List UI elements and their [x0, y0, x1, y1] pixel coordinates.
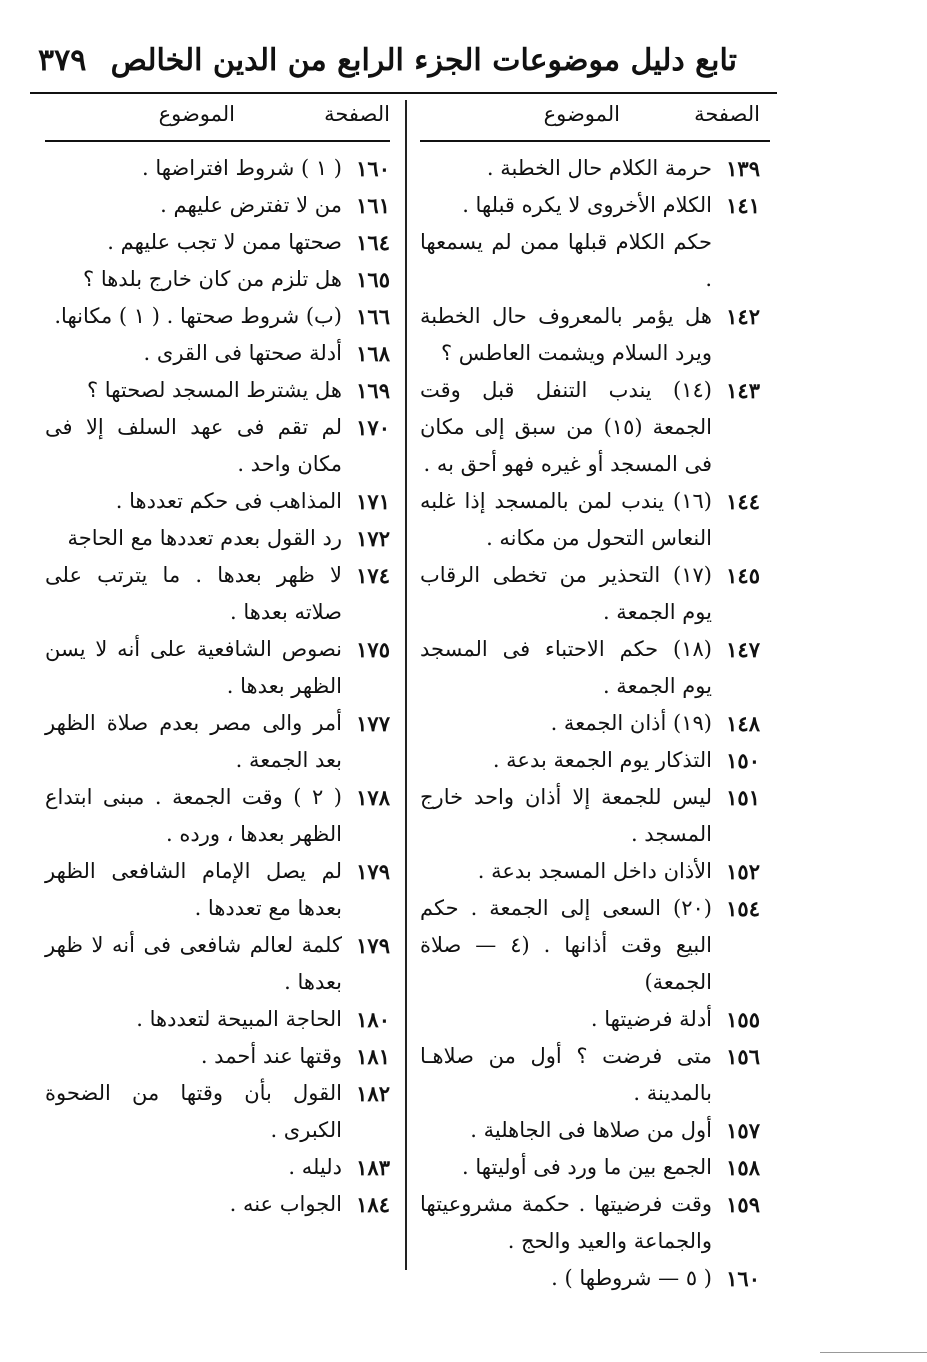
index-entry: [420, 742, 760, 779]
entry-topic: لم تقم فى عهد السلف إلا فى مكان واحد .: [45, 415, 342, 476]
index-entry: [45, 1038, 390, 1075]
entry-page-number: ١٤٥: [726, 563, 760, 588]
entry-page-number: ١٨٣: [356, 1155, 390, 1180]
entry-page-number: ١٦٩: [356, 378, 390, 403]
entry-page-number: ١٦٠: [726, 1266, 760, 1291]
index-entry: [45, 520, 390, 557]
index-entry: [420, 372, 760, 483]
entry-topic: لا ظهر بعدها . ما يترتب على صلاته بعدها .: [45, 563, 342, 624]
entry-list: [45, 150, 390, 1223]
index-entry: [420, 705, 760, 742]
index-entry: [45, 335, 390, 372]
entry-page-number: ١٥٨: [726, 1155, 760, 1180]
index-entry: [45, 261, 390, 298]
entry-topic: رد القول بعدم تعددها مع الحاجة: [67, 526, 342, 550]
entry-page-number: ١٥٦: [726, 1044, 760, 1069]
index-entry: [45, 409, 390, 483]
index-entry: [45, 298, 390, 335]
entry-topic: ( ٢ ) وقت الجمعة . مبنى ابتداع الظهر بعدها ، ورده .: [45, 785, 343, 846]
entry-topic: أول من صلاها فى الجاهلية .: [470, 1118, 712, 1142]
entry-page-number: ١٤٨: [726, 711, 760, 736]
entry-topic: (١٨) حكم الاحتباء فى المسجد يوم الجمعة .: [420, 637, 712, 698]
heading-topic: الموضوع: [543, 102, 620, 126]
running-title: تابع دليل موضوعات الجزء الرابع من الدين الخالص: [110, 42, 737, 78]
entry-page-number: ١٨١: [356, 1044, 390, 1069]
index-entry: [45, 1186, 390, 1223]
heading-topic: الموضوع: [158, 102, 235, 126]
heading-page: الصفحة: [324, 102, 390, 126]
entry-page-number: ١٥٤: [726, 896, 760, 921]
bottom-rule: [820, 1352, 927, 1353]
entry-page-number: ١٧٥: [356, 637, 390, 662]
index-entry: [420, 631, 760, 705]
entry-topic: (ب) شروط صحتها . ( ١ ) مكانها.: [54, 304, 342, 328]
index-entry: [420, 224, 760, 298]
index-entry: [45, 853, 390, 927]
index-entry: [420, 298, 760, 372]
entry-topic: ( ١ ) شروط افتراضها .: [141, 156, 342, 180]
index-entry: [420, 1260, 760, 1297]
index-column-left: [45, 96, 390, 1223]
entry-page-number: ١٨٢: [356, 1081, 390, 1106]
index-column-right: [420, 96, 760, 1297]
entry-topic: حكم الكلام قبلها ممن لم يسمعها .: [420, 230, 712, 291]
index-entry: [420, 779, 760, 853]
index-entry: [45, 1149, 390, 1186]
entry-page-number: ١٣٩: [726, 156, 760, 181]
entry-topic: أدلة صحتها فى القرى .: [143, 341, 342, 365]
entry-page-number: ١٦٦: [356, 304, 390, 329]
entry-page-number: ١٥١: [726, 785, 760, 810]
index-entry: [45, 483, 390, 520]
index-entry: [45, 1001, 390, 1038]
entry-topic: متى فرضت ؟ أول من صلاهـا بالمدينة .: [420, 1044, 712, 1105]
entry-page-number: ١٦٠: [356, 156, 390, 181]
header-rule: [30, 92, 777, 94]
entry-topic: التذكار يوم الجمعة بدعة .: [492, 748, 712, 772]
entry-topic: الجواب عنه .: [229, 1192, 342, 1216]
entry-topic: هل تلزم من كان خارج بلدها ؟: [83, 267, 342, 291]
index-entry: [420, 150, 760, 187]
entry-page-number: ١٧٩: [356, 933, 390, 958]
entry-topic: ( ٥ — شروطها ) .: [551, 1266, 712, 1290]
index-entry: [45, 372, 390, 409]
entry-topic: وقتها عند أحمد .: [200, 1044, 342, 1068]
index-entry: [420, 557, 760, 631]
entry-page-number: ١٤٢: [726, 304, 760, 329]
entry-topic: أدلة فرضيتها .: [590, 1007, 712, 1031]
entry-page-number: ١٧٢: [356, 526, 390, 551]
heading-page: الصفحة: [694, 102, 760, 126]
index-entry: [45, 150, 390, 187]
column-heading-rule: [420, 140, 770, 142]
index-entry: [45, 631, 390, 705]
entry-topic: المذاهب فى حكم تعددها .: [115, 489, 342, 513]
index-entry: [45, 187, 390, 224]
entry-page-number: ١٥٢: [726, 859, 760, 884]
entry-topic: الأذان داخل المسجد بدعة .: [477, 859, 712, 883]
page-number: ٣٧٩: [38, 42, 87, 78]
column-heading: [45, 96, 390, 140]
entry-topic: الكلام الأخروى لا يكره قبلها .: [462, 193, 712, 217]
index-entry: [45, 927, 390, 1001]
entry-page-number: ١٧١: [356, 489, 390, 514]
index-entry: [420, 1038, 760, 1112]
entry-page-number: ١٥٠: [726, 748, 760, 773]
entry-page-number: ١٦٤: [356, 230, 390, 255]
entry-page-number: ١٧٤: [356, 563, 390, 588]
entry-topic: ليس للجمعة إلا أذان واحد خارج المسجد .: [420, 785, 712, 846]
entry-topic: (١٤) يندب التنفل قبل وقت الجمعة (١٥) من سبق إلى مكان فى المسجد أو غيره فهو أحق به .: [420, 378, 712, 476]
entry-page-number: ١٨٤: [356, 1192, 390, 1217]
entry-page-number: ١٥٧: [726, 1118, 760, 1143]
index-entry: [420, 483, 760, 557]
index-entry: [420, 187, 760, 224]
entry-topic: (١٧) التحذير من تخطى الرقاب يوم الجمعة .: [420, 563, 712, 624]
entry-page-number: ١٦٥: [356, 267, 390, 292]
index-entry: [45, 705, 390, 779]
entry-page-number: ١٧٨: [356, 785, 390, 810]
index-entry: [420, 1186, 760, 1260]
entry-topic: صحتها ممن لا تجب عليهم .: [107, 230, 342, 254]
index-entry: [45, 1075, 390, 1149]
entry-topic: القول بأن وقتها من الضحوة الكبرى .: [45, 1081, 342, 1142]
entry-topic: لم يصل الإمام الشافعى الظهر بعدها مع تعددها .: [45, 859, 342, 920]
entry-topic: حرمة الكلام حال الخطبة .: [486, 156, 712, 180]
index-entry: [420, 1001, 760, 1038]
entry-page-number: ١٦٨: [356, 341, 390, 366]
entry-topic: هل يشترط المسجد لصحتها ؟: [86, 378, 342, 402]
column-heading: [420, 96, 760, 140]
entry-topic: (١٩) أذان الجمعة .: [550, 711, 712, 735]
entry-page-number: ١٥٩: [726, 1192, 760, 1217]
column-divider: [405, 100, 407, 1270]
column-heading-rule: [45, 140, 390, 142]
entry-page-number: ١٨٠: [356, 1007, 390, 1032]
index-entry: [420, 1112, 760, 1149]
entry-topic: الحاجة المبيحة لتعددها .: [136, 1007, 342, 1031]
entry-page-number: ١٧٠: [356, 415, 390, 440]
entry-topic: دليله .: [288, 1155, 342, 1179]
entry-topic: كلمة لعالم شافعى فى أنه لا ظهر بعدها .: [45, 933, 342, 994]
entry-page-number: ١٤١: [726, 193, 760, 218]
entry-page-number: ١٧٩: [356, 859, 390, 884]
entry-topic: نصوص الشافعية على أنه لا يسن الظهر بعدها .: [45, 637, 342, 698]
entry-page-number: ١٤٧: [726, 637, 760, 662]
entry-page-number: ١٧٧: [356, 711, 390, 736]
entry-page-number: ١٦١: [356, 193, 390, 218]
entry-topic: هل يؤمر بالمعروف حال الخطبة ويرد السلام ويشمت العاطس ؟: [420, 304, 712, 365]
entry-page-number: ١٤٤: [726, 489, 760, 514]
index-entry: [45, 779, 390, 853]
entry-page-number: ١٤٣: [726, 378, 760, 403]
entry-topic: (٢٠) السعى إلى الجمعة . حكم البيع وقت أذانها . (٤ — صلاة الجمعة): [420, 896, 712, 994]
entry-topic: من لا تفترض عليهم .: [160, 193, 342, 217]
index-entry: [420, 890, 760, 1001]
entry-topic: أمر والى مصر بعدم صلاة الظهر بعد الجمعة .: [45, 711, 342, 772]
index-entry: [45, 557, 390, 631]
page-header: [38, 38, 737, 82]
entry-list: [420, 150, 760, 1297]
entry-topic: الجمع بين ما ورد فى أوليتها .: [462, 1155, 712, 1179]
index-entry: [45, 224, 390, 261]
index-entry: [420, 853, 760, 890]
entry-page-number: ١٥٥: [726, 1007, 760, 1032]
entry-topic: وقت فرضيتها . حكمة مشروعيتها والجماعة والعيد والحج .: [420, 1192, 712, 1253]
entry-topic: (١٦) يندب لمن بالمسجد إذا غلبه النعاس التحول من مكانه .: [420, 489, 712, 550]
index-entry: [420, 1149, 760, 1186]
